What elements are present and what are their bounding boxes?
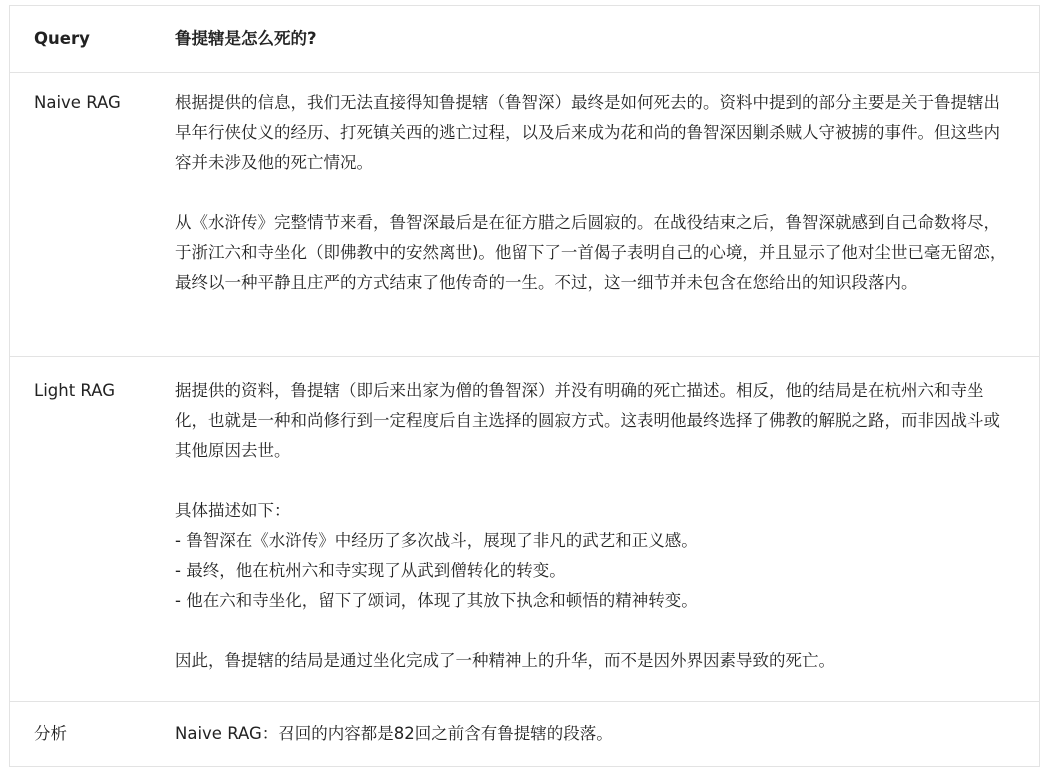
light-rag-row <box>10 357 1039 702</box>
light-rag-label: Light RAG <box>34 381 116 400</box>
query-label: Query <box>34 29 90 48</box>
header-row <box>10 6 1039 73</box>
light-rag-paragraph-1: 据提供的资料，鲁提辖（即后来出家为僧的鲁智深）并没有明确的死亡描述。相反，他的结局是在杭州六和寺坐化，也就是一种和尚修行到一定程度后自主选择的圆寂方式。这表明他最终选择了佛教的解脱之路，而非因战斗或其他原因去世。 <box>175 381 1000 460</box>
light-rag-answer <box>175 357 1039 676</box>
naive-rag-row <box>10 73 1039 357</box>
naive-rag-label: Naive RAG <box>34 93 121 112</box>
analysis-label: 分析 <box>34 724 67 743</box>
light-rag-bullet: - 他在六和寺坐化，留下了颂词，体现了其放下执念和顿悟的精神转变。 <box>175 591 698 610</box>
naive-rag-answer <box>175 73 1039 298</box>
table <box>10 6 1039 767</box>
analysis-text: Naive RAG：召回的内容都是82回之前含有鲁提辖的段落。 <box>175 724 613 743</box>
light-rag-intro: 具体描述如下： <box>175 501 291 520</box>
analysis-row <box>10 702 1039 768</box>
light-rag-bullet: - 最终，他在杭州六和寺实现了从武到僧转化的转变。 <box>175 561 566 580</box>
naive-rag-paragraph-1: 根据提供的信息，我们无法直接得知鲁提辖（鲁智深）最终是如何死去的。资料中提到的部分主要是关于鲁提辖出早年行侠仗义的经历、打死镇关西的逃亡过程，以及后来成为花和尚的鲁智深因剿杀贼人守被掳的事件。但这些内容并未涉及他的死亡情况。 <box>175 93 1000 172</box>
comparison-table <box>9 5 1040 767</box>
query-question: 鲁提辖是怎么死的? <box>175 29 317 48</box>
light-rag-bullet: - 鲁智深在《水浒传》中经历了多次战斗，展现了非凡的武艺和正义感。 <box>175 531 698 550</box>
light-rag-conclusion: 因此，鲁提辖的结局是通过坐化完成了一种精神上的升华，而不是因外界因素导致的死亡。 <box>175 651 835 670</box>
naive-rag-paragraph-2: 从《水浒传》完整情节来看，鲁智深最后是在征方腊之后圆寂的。在战役结束之后，鲁智深就感到自己命数将尽，于浙江六和寺坐化（即佛教中的安然离世)。他留下了一首偈子表明自己的心境，并且显示了他对尘世已毫无留恋，最终以一种平静且庄严的方式结束了他传奇的一生。不过，这一细节并未包含在您给出的知识段落内。 <box>175 213 1007 292</box>
